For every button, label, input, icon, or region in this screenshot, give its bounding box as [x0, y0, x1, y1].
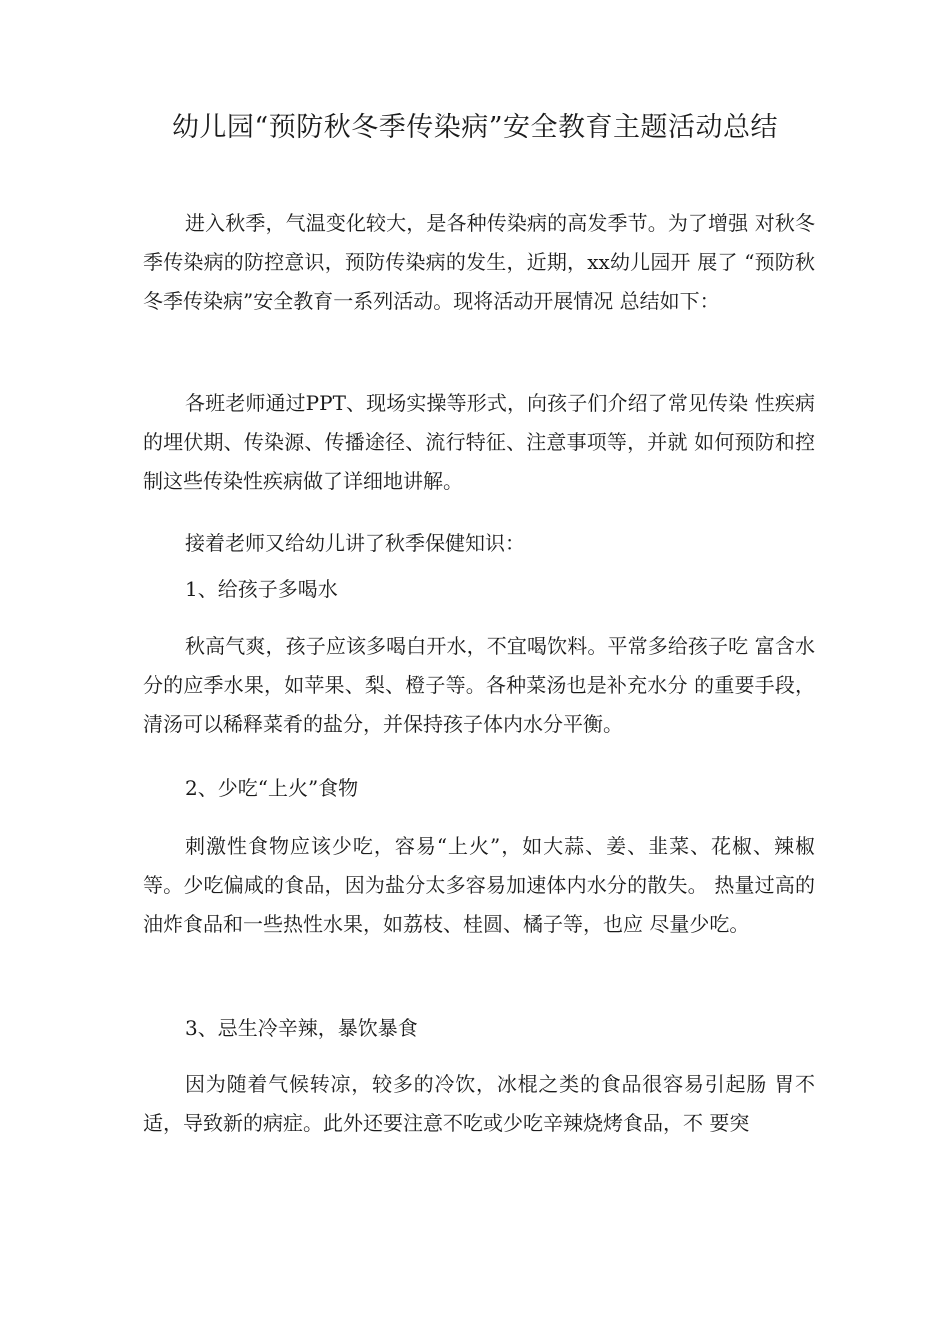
heading-avoid-cold-spicy: 3、忌生冷辛辣，暴饮暴食	[185, 1016, 418, 1040]
paragraph-cold: 因为随着气候转凉，较多的冷饮，冰棍之类的食品很容易引起肠 胃不适，导致新的病症。此外还要注意不吃或少吃辛辣烧烤食品，不 要突	[143, 1072, 815, 1135]
heading-drink-water: 1、给孩子多喝水	[185, 577, 338, 601]
paragraph-intro: 进入秋季，气温变化较大，是各种传染病的高发季节。为了增强 对秋冬季传染病的防控意识，预防传染病的发生，近期，xx幼儿园开 展了 “预防秋冬季传染病”安全教育一系列活动。现将活动开展情况 总结如下：	[143, 211, 815, 313]
document-title: 幼儿园“预防秋冬季传染病”安全教育主题活动总结	[171, 112, 779, 143]
paragraph-teachers: 各班老师通过PPT、现场实操等形式，向孩子们介绍了常见传染 性疾病的埋伏期、传染源、传播途径、流行特征、注意事项等，并就 如何预防和控制这些传染性疾病做了详细地讲解。	[143, 391, 815, 493]
paragraph-spicy: 刺激性食物应该少吃，容易“上火”，如大蒜、姜、韭菜、花椒、辣椒等。少吃偏咸的食品，因为盐分太多容易加速体内水分的散失。 热量过高的油炸食品和一些热性水果，如荔枝、桂圆、橘子等，也应 尽量少吃。	[143, 834, 815, 936]
paragraph-water: 秋高气爽，孩子应该多喝白开水，不宜喝饮料。平常多给孩子吃 富含水分的应季水果，如苹果、梨、橙子等。各种菜汤也是补充水分 的重要手段，清汤可以稀释菜肴的盐分，并保持孩子体内水分平衡。	[143, 634, 815, 736]
paragraph-health-intro: 接着老师又给幼儿讲了秋季保健知识：	[185, 531, 525, 555]
heading-less-heaty-food: 2、少吃“上火”食物	[185, 776, 359, 800]
